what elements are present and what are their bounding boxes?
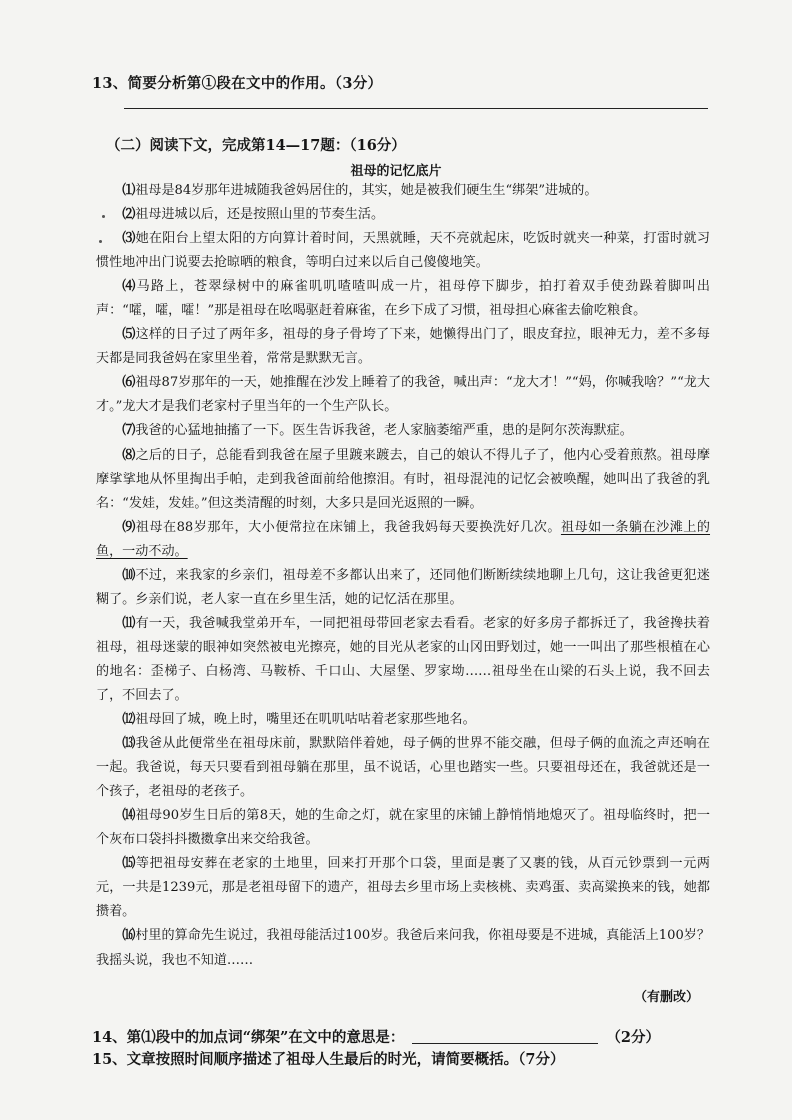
paragraph-number: ⑾ <box>122 615 136 631</box>
paragraph-number: ⑷ <box>122 279 137 295</box>
paragraph <box>96 203 710 227</box>
paragraph-number: ⑻ <box>122 447 136 463</box>
paragraph <box>96 516 710 564</box>
paragraph-number: ⑽ <box>122 567 136 583</box>
paragraph-text: 村里的算命先生说过，我祖母能活过100岁。我爸后来问我，你祖母要是不进城，真能活上100岁？我摇头说，我也不知道…… <box>96 928 711 968</box>
paragraph-text: 等把祖母安葬在老家的土地里，回来打开那个口袋，里面是裹了又裹的钱，从百元钞票到一元两元，一共是1239元，那是老祖母留下的遗产，祖母去乡里市场上卖核桃、卖鸡蛋、卖高粱换来的钱，她都攒着。 <box>96 856 711 920</box>
paragraph <box>96 804 710 852</box>
paragraph-text: 祖母90岁生日后的第8天，她的生命之灯，就在家里的床铺上静悄悄地熄灭了。祖母临终时，把一个灰布口袋抖抖擞擞拿出来交给我爸。 <box>96 808 711 848</box>
scan-speck <box>99 240 102 243</box>
paragraph-text: 祖母是84岁那年进城随我爸妈居住的，其实，她是被我们硬生生“绑架”进城的。 <box>135 183 598 198</box>
question-14 <box>92 1026 660 1047</box>
question-14-text: 14、第⑴段中的加点词“绑架”在文中的意思是： <box>92 1029 405 1046</box>
paragraph-text: 我爸的心猛地抽搐了一下。医生告诉我爸，老人家脑萎缩严重，患的是阿尔茨海默症。 <box>135 423 633 439</box>
paragraph <box>96 275 710 323</box>
paragraph-number: ⑵ <box>122 207 136 223</box>
paragraph-number: ⑼ <box>122 519 136 535</box>
paragraph-text: 祖母87岁那年的一天，她推醒在沙发上睡着了的我爸，喊出声：“龙大才！”“妈，你喊我啥？”“龙大才。”龙大才是我们老家村子里当年的一个生产队长。 <box>96 375 711 415</box>
paragraph-number: ⑸ <box>122 327 136 343</box>
paragraph <box>96 708 710 732</box>
paragraph-text: 马路上，苍翠绿树中的麻雀叽叽喳喳叫成一片，祖母停下脚步，拍打着双手使劲跺着脚叫出声：“嚯，嚯，嚯！”那是祖母在吆喝驱赶着麻雀，在乡下成了习惯，祖母担心麻雀去偷吃粮食。 <box>96 279 711 319</box>
paragraph-text: 祖母回了城，晚上时，嘴里还在叽叽咕咕着老家那些地名。 <box>135 712 476 728</box>
paragraph-number: ⒀ <box>122 736 136 752</box>
paragraph-number: ⒂ <box>122 856 136 872</box>
paragraph-number: ⒁ <box>122 808 136 824</box>
paragraph-number: ⑴ <box>122 183 136 198</box>
article-title: 祖母的记忆底片 <box>350 164 442 179</box>
paragraph-number: ⒃ <box>122 928 136 944</box>
paragraph <box>96 179 710 203</box>
paragraph-text: 之后的日子，总能看到我爸在屋子里踱来踱去，自己的娘认不得儿子了，他内心受着煎熬。祖母摩摩挲挲地从怀里掏出手帕，走到我爸面前给他擦泪。有时，祖母混沌的记忆会被唤醒，她叫出了我爸的乳名：“发娃，发娃。”但这类清醒的时刻，大多只是回光返照的一瞬。 <box>96 447 711 511</box>
paragraph-number: ⑶ <box>122 231 136 247</box>
paragraph <box>96 924 710 972</box>
paragraph-text: 我爸从此便常坐在祖母床前，默默陪伴着她，母子俩的世界不能交融，但母子俩的血流之声还响在一起。我爸说，每天只要看到祖母躺在那里，虽不说话，心里也踏实一些。只要祖母还在，我爸就还是一个孩子，老祖母的老孩子。 <box>96 736 711 800</box>
underlined-sentence: 祖母如一条躺在沙滩上的鱼，一动不动。 <box>96 519 711 559</box>
section-title: （二）阅读下文，完成第14—17题：（16分） <box>106 137 406 154</box>
paragraph-text: 不过，来我家的乡亲们，祖母差不多都认出来了，还同他们断断续续地聊上几句，这让我爸更犯迷糊了。乡亲们说，老人家一直在乡里生活，她的记忆活在那里。 <box>96 567 711 607</box>
paragraph <box>96 732 710 804</box>
paragraph-text: 祖母进城以后，还是按照山里的节奏生活。 <box>135 207 385 223</box>
paragraph-text: 她在阳台上望太阳的方向算计着时间，天黑就睡，天不亮就起床，吃饭时就夹一种菜，打雷时就习惯性地冲出门说要去抢晾晒的粮食，等明白过来以后自己傻傻地笑。 <box>96 231 711 271</box>
paragraph <box>96 371 710 419</box>
answer-blank[interactable] <box>412 1029 598 1044</box>
paragraph-text: 有一天，我爸喊我堂弟开车，一同把祖母带回老家去看看。老家的好多房子都拆迁了，我爸搀扶着祖母，祖母迷蒙的眼神如突然被电光擦亮，她的目光从老家的山冈田野划过，她一一叫出了那些根植在心的地名：歪梯子、白杨湾、马鞍桥、千口山、大屋堡、罗家坳……祖母坐在山梁的石头上说，我不回去了，不回去了。 <box>96 615 711 703</box>
paragraph-text: 这样的日子过了两年多，祖母的身子骨垮了下来，她懒得出门了，眼皮耷拉，眼神无力，差不多每天都是同我爸妈在家里坐着，常常是默默无言。 <box>96 327 711 367</box>
question-15: 15、文章按照时间顺序描述了祖母人生最后的时光，请简要概括。（7分） <box>92 1051 565 1068</box>
article-body <box>96 179 710 973</box>
paragraph <box>96 419 710 443</box>
paragraph <box>96 612 710 708</box>
paragraph <box>96 444 710 516</box>
paragraph-number: ⑹ <box>122 375 136 391</box>
paragraph <box>96 564 710 612</box>
scan-speck <box>102 215 105 218</box>
question-13: 13、简要分析第①段在文中的作用。（3分） <box>92 75 383 92</box>
answer-line <box>124 108 708 109</box>
question-14-score: （2分） <box>606 1029 660 1046</box>
paragraph-number: ⑿ <box>122 712 136 728</box>
paragraph <box>96 852 710 924</box>
paragraph-text: 祖母在88岁那年，大小便常拉在床铺上，我爸我妈每天要换洗好几次。 <box>135 519 561 535</box>
paragraph-number: ⑺ <box>122 423 136 439</box>
paragraph <box>96 323 710 371</box>
paragraph <box>96 227 710 275</box>
source-note: （有删改） <box>634 990 700 1005</box>
